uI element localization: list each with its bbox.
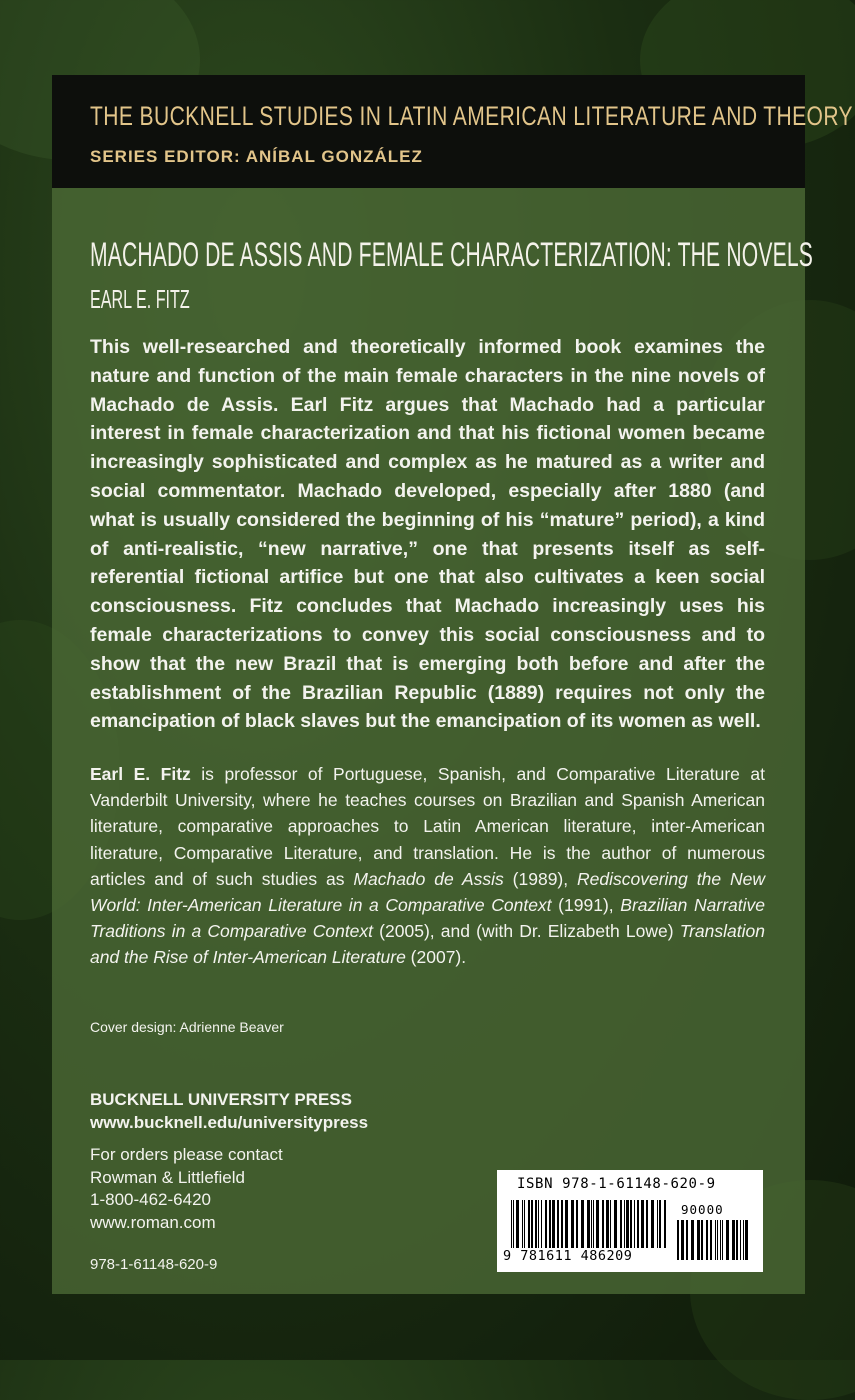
- author-work-title: Translation and the Rise of Inter-American Literature: [90, 921, 765, 968]
- barcode-bar: [538, 1200, 539, 1248]
- book-author: EARL E. FITZ: [90, 284, 190, 314]
- barcode-bar: [646, 1200, 648, 1248]
- barcode-bar: [630, 1200, 632, 1248]
- book-description: This well-researched and theoretically informed book examines the nature and function of the main female characters in the nine novels of Machado de Assis. Earl Fitz argues that Machado had a particular interest in female characterization and that his fictional women became increasingly sophisticated and complex as he matured as a writer and social commentator. Machado developed, especially after 1880 (and what is usually considered the beginning of his “mature” period), a kind of anti-realistic, “new narrative,” one that presents itself as self-referential fictional artifice but one that also cultivates a keen social consciousness. Fitz concludes that Machado increasingly uses his female characterizations to convey this social consciousness and to show that the new Brazil that is emerging both before and after the establishment of the Brazilian Republic (1889) requires not only the emancipation of black slaves but the emancipation of its women as well.: [90, 336, 765, 733]
- barcode-bar: [677, 1220, 679, 1260]
- barcode-bar: [545, 1200, 547, 1248]
- author-bio-text: (2005), and (with Dr. Elizabeth Lowe): [373, 921, 680, 942]
- series-header: [52, 75, 853, 188]
- barcode-bar: [681, 1220, 684, 1260]
- orders-contact: [90, 1144, 283, 1234]
- barcode-bar: [736, 1220, 738, 1260]
- author-bio-text: is professor of Portuguese, Spanish, and Comparative Literature at Vanderbilt University, where he teaches courses on Brazilian and Spanish American literature, comparative approaches to Latin American literature, inter-American literature, Comparative Literature, and translation. He is the author of numerous articles and of such studies as: [90, 764, 766, 889]
- barcode-bar: [726, 1220, 729, 1260]
- author-bio-name: Earl E. Fitz: [90, 764, 191, 784]
- barcode-bar: [634, 1200, 635, 1248]
- barcode-bar: [722, 1220, 723, 1260]
- barcode-bar: [720, 1220, 721, 1260]
- orders-line: For orders please contact: [90, 1145, 283, 1164]
- barcode-bar: [602, 1200, 604, 1248]
- author-bio-text: (2007).: [405, 947, 467, 968]
- barcode-bar: [596, 1200, 599, 1248]
- barcode-bar: [549, 1200, 551, 1248]
- barcode-price-code: 90000: [681, 1202, 724, 1217]
- author-bio: [90, 761, 765, 971]
- series-title: THE BUCKNELL STUDIES IN LATIN AMERICAN LITERATURE AND THEORY: [90, 101, 853, 131]
- author-work-title: Rediscovering the New World: Inter-American Literature in a Comparative Context: [90, 868, 765, 916]
- barcode-bar: [587, 1200, 590, 1248]
- orders-phone: 1-800-462-6420: [90, 1190, 211, 1209]
- barcode-bar: [659, 1200, 661, 1248]
- barcode-bar: [732, 1220, 735, 1260]
- barcode-bar: [535, 1200, 537, 1248]
- barcode-bar: [620, 1200, 622, 1248]
- author-work-title: Machado de Assis: [353, 868, 504, 889]
- author-bio-text: (1991),: [551, 895, 621, 916]
- barcode-bar: [528, 1200, 530, 1248]
- barcode-bar: [651, 1200, 654, 1248]
- barcode-bar: [745, 1220, 748, 1260]
- barcode-isbn-label: ISBN 978-1-61148-620-9: [517, 1176, 716, 1192]
- cover-design-credit: Cover design: Adrienne Beaver: [90, 1019, 284, 1035]
- barcode-bar: [565, 1200, 568, 1248]
- barcode-bar: [701, 1220, 703, 1260]
- barcode-bar: [686, 1220, 688, 1260]
- barcode-bar: [637, 1200, 639, 1248]
- author-bio-text: (1989),: [503, 868, 578, 889]
- barcode-bar: [557, 1200, 559, 1248]
- barcode-bar: [691, 1220, 694, 1260]
- barcode-bar: [641, 1200, 644, 1248]
- barcode-bar: [516, 1200, 519, 1248]
- isbn-number: 978-1-61148-620-9: [90, 1256, 218, 1273]
- barcode-bar: [657, 1200, 658, 1248]
- publisher-block: [90, 1088, 368, 1134]
- barcode-bar: [591, 1200, 592, 1248]
- barcode-bar: [522, 1200, 523, 1248]
- book-title: MACHADO DE ASSIS AND FEMALE CHARACTERIZATION: THE NOVELS: [90, 236, 813, 274]
- publisher-name: BUCKNELL UNIVERSITY PRESS: [90, 1090, 352, 1109]
- barcode-bar: [710, 1220, 712, 1260]
- back-cover-panel: [52, 188, 813, 1294]
- barcode-bar: [624, 1200, 625, 1248]
- barcode-bar: [552, 1200, 555, 1248]
- barcode-bar: [706, 1220, 708, 1260]
- barcode-bar: [743, 1220, 744, 1260]
- barcode-bar: [513, 1200, 514, 1248]
- barcode-bar: [571, 1200, 574, 1248]
- barcode-bar: [581, 1200, 584, 1248]
- barcode-bar: [593, 1200, 594, 1248]
- distributor-name: Rowman & Littlefield: [90, 1167, 245, 1187]
- barcode-bar: [626, 1200, 629, 1248]
- series-editor: SERIES EDITOR: ANÍBAL GONZÁLEZ: [90, 147, 423, 166]
- barcode-bar: [541, 1200, 542, 1248]
- barcode-bar: [561, 1200, 563, 1248]
- barcode-digits: 9 781611 486209: [503, 1248, 633, 1264]
- isbn-barcode: [497, 1170, 763, 1272]
- barcode-bar: [715, 1220, 716, 1260]
- barcode-bar: [511, 1200, 512, 1248]
- barcode-bar: [697, 1220, 700, 1260]
- barcode-bar: [606, 1200, 609, 1248]
- barcode-bar: [664, 1200, 666, 1248]
- barcode-bar: [717, 1220, 718, 1260]
- barcode-bar: [614, 1200, 617, 1248]
- author-work-title: Brazilian Narrative Traditions in a Comparative Context: [90, 895, 765, 942]
- barcode-bar: [610, 1200, 611, 1248]
- barcode-bar: [524, 1200, 525, 1248]
- barcode-bar: [576, 1200, 578, 1248]
- distributor-url[interactable]: www.roman.com: [90, 1212, 216, 1232]
- barcode-bar: [740, 1220, 741, 1260]
- barcode-bar: [531, 1200, 533, 1248]
- publisher-url[interactable]: www.bucknell.edu/universitypress: [90, 1113, 369, 1132]
